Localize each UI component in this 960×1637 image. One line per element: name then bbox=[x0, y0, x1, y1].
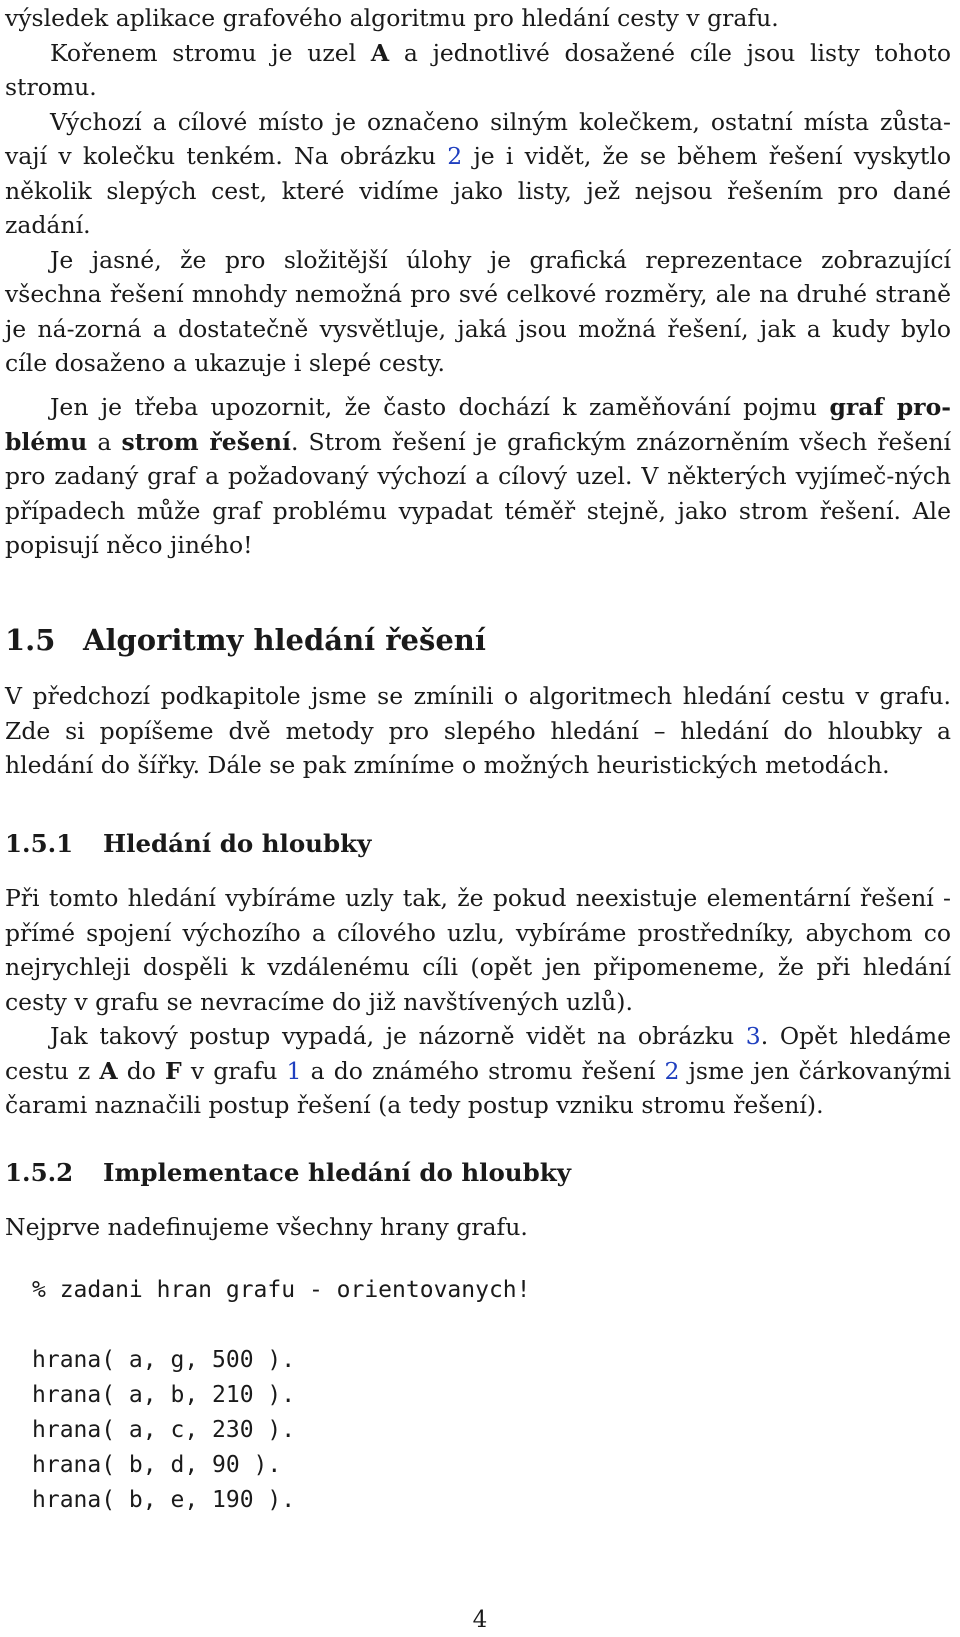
code-line: hrana( a, g, 500 ). bbox=[32, 1347, 296, 1373]
node-label-f: F bbox=[165, 1056, 182, 1085]
figure-ref-1[interactable]: 1 bbox=[286, 1056, 302, 1085]
intro-block bbox=[5, 1, 951, 381]
paragraph-graphical-representation: Je jasné, že pro složitější úlohy je grafická reprezentace zobrazující všechna řešení mnohdy nemožná pro své celkové rozměry, ale na druhé straně je ná-zorná a dostatečně vysvětluje, jaká jsou možná řešení, jak a kudy bylo cíle dosaženo a ukazuje i slepé cesty. bbox=[5, 245, 951, 377]
paragraph-continuation: výsledek aplikace grafového algoritmu pro hledání cesty v grafu. bbox=[5, 4, 779, 32]
paragraph-edges-intro: Nejprve nadefinujeme všechny hrany grafu. bbox=[5, 1213, 528, 1241]
subsection-heading-1-5-1 bbox=[5, 827, 371, 861]
section-1-5-body bbox=[5, 679, 951, 783]
section-1-5-1-body bbox=[5, 881, 951, 1123]
figure-ref-2[interactable]: 2 bbox=[447, 142, 463, 170]
code-line bbox=[32, 1308, 531, 1343]
page-number: 4 bbox=[472, 1607, 488, 1633]
paragraph-dfs-description: Při tomto hledání vybíráme uzly tak, že pokud neexistuje elementární řešení - přímé spojení výchozího a cílového uzlu, vybíráme prostředníky, abychom co nejrychleji dospěli k vzdálenému cíli (opět jen připomeneme, že při hledání cesty v grafu se nevracíme do již navštívených uzlů). bbox=[5, 884, 951, 1016]
subsection-number: 1.5.2 bbox=[5, 1158, 74, 1187]
paragraph-graph-vs-tree: Jen je třeba upozornit, že často dochází k zaměňování pojmu graf pro-blému a strom řešení. Strom řešení je grafickým znázorněním všech řešení pro zadaný graf a požadovaný výchozí a cílový uzel. V některých vyjímeč-ných případech může graf problému vypadat téměř stejně, jako strom řešení. Ale popisují něco jiného! bbox=[5, 393, 951, 559]
section-heading-1-5 bbox=[5, 622, 486, 658]
code-listing bbox=[5, 1273, 531, 1518]
subsection-title: Hledání do hloubky bbox=[103, 829, 372, 858]
subsection-title: Implementace hledání do hloubky bbox=[103, 1158, 571, 1187]
figure-ref-3[interactable]: 3 bbox=[745, 1022, 761, 1050]
figure-ref-2[interactable]: 2 bbox=[664, 1056, 680, 1085]
subsection-heading-1-5-2 bbox=[5, 1156, 571, 1190]
term-strom-reseni: strom řešení bbox=[121, 427, 291, 456]
term-graf-problemu: graf pro-blému bbox=[5, 393, 951, 456]
code-line: hrana( b, d, 90 ). bbox=[32, 1452, 282, 1478]
paragraph-search-methods: V předchozí podkapitole jsme se zmínili o algoritmech hledání cestu v grafu. Zde si popíšeme dvě metody pro slepého hledání – hledání do hloubky a hledání do šířky. Dále se pak zmíníme o možných heuristických metodách. bbox=[5, 682, 951, 779]
section-1-5-2-intro bbox=[5, 1210, 951, 1245]
section-number: 1.5 bbox=[5, 623, 56, 657]
section-title: Algoritmy hledání řešení bbox=[83, 623, 486, 657]
code-line: hrana( b, e, 190 ). bbox=[32, 1487, 296, 1513]
node-label-a: A bbox=[370, 38, 390, 67]
code-line: hrana( a, c, 230 ). bbox=[32, 1417, 296, 1443]
paragraph-start-goal: Výchozí a cílové místo je označeno silným kolečkem, ostatní místa zůsta-vají v kolečku tenkém. Na obrázku 2 je i vidět, že se během řešení vyskytlo několik slepých cest, které vidíme jako listy, jež nejsou řešením pro dané zadání. bbox=[5, 107, 952, 239]
paragraph-dfs-example: Jak takový postup vypadá, je názorně vidět na obrázku 3. Opět hledáme cestu z A do F v grafu 1 a do známého stromu řešení 2 jsme jen čárkovanými čarami naznačili postup řešení (a tedy postup vzniku stromu řešení). bbox=[5, 1022, 952, 1119]
paragraph-root-node: Kořenem stromu je uzel A a jednotlivé dosažené cíle jsou listy tohoto stromu. bbox=[5, 38, 951, 101]
node-label-a: A bbox=[99, 1056, 118, 1085]
warning-block bbox=[5, 390, 951, 563]
code-line: hrana( a, b, 210 ). bbox=[32, 1382, 296, 1408]
subsection-number: 1.5.1 bbox=[5, 829, 74, 858]
code-line: % zadani hran grafu - orientovanych! bbox=[32, 1277, 531, 1303]
